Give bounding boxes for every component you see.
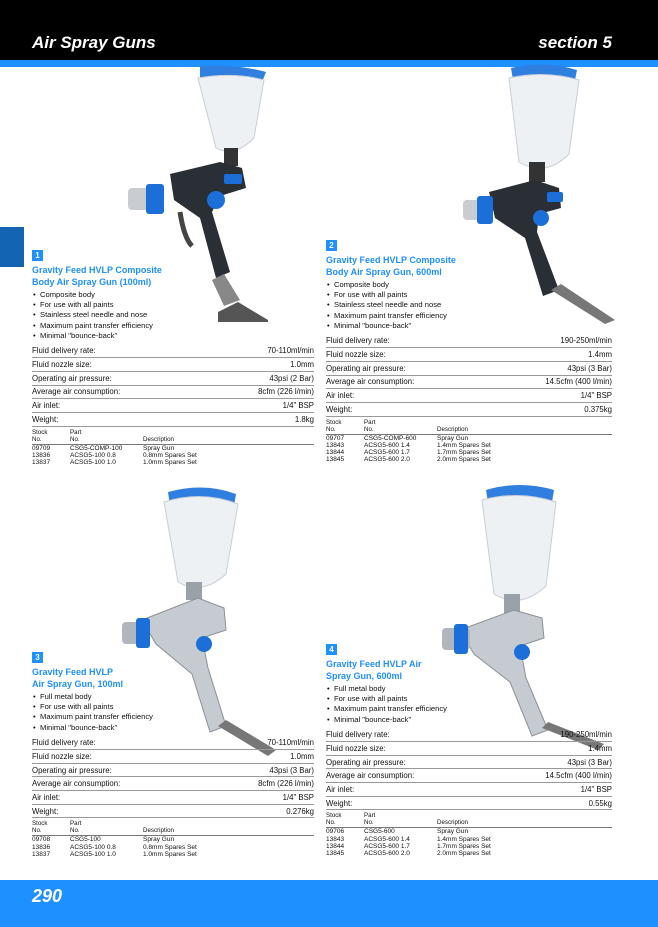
spec-row: Weight: 0.375kg (326, 402, 612, 416)
stock-header-row: Stock No. Part No. Description (32, 820, 314, 836)
page-number: 290 (32, 886, 63, 906)
table-row: 13843 ACSG5-600 1.4 1.4mm Spares Set (326, 835, 491, 843)
product-title: Gravity Feed HVLP Composite Body Air Spray Gun (100ml) (32, 265, 162, 287)
feature-item: • Minimal "bounce-back" (32, 723, 314, 733)
product-block-2 (326, 240, 612, 463)
spec-row: Air inlet: 1/4" BSP (326, 389, 612, 403)
product-title: Gravity Feed HVLP Air Spray Gun, 100ml (32, 667, 124, 689)
page-title: Air Spray Guns (32, 33, 156, 52)
spec-row: Operating air pressure: 43psi (2 Bar) (32, 371, 314, 385)
table-row: 13836 ACSG5-100 0.8 0.8mm Spares Set (32, 843, 197, 851)
product-block-1 (32, 250, 314, 466)
spec-row: Air inlet: 1/4" BSP (32, 399, 314, 413)
feature-item: • Maximum paint transfer efficiency (326, 311, 612, 321)
feature-list (32, 692, 314, 733)
spec-row: Average air consumption: 8cfm (226 l/min) (32, 385, 314, 399)
spec-row: Weight: 1.8kg (32, 412, 314, 426)
feature-item: • Minimal "bounce-back" (32, 331, 314, 341)
spec-row: Fluid nozzle size: 1.0mm (32, 750, 314, 764)
feature-list (326, 280, 612, 331)
stock-table (326, 812, 612, 857)
feature-item: • For use with all paints (326, 290, 612, 300)
spec-row: Average air consumption: 8cfm (226 l/min) (32, 777, 314, 791)
spec-table (326, 334, 612, 417)
feature-item: • Minimal "bounce-back" (326, 321, 612, 331)
spec-row: Fluid delivery rate: 70-110ml/min (32, 344, 314, 358)
feature-item: • Full metal body (326, 684, 612, 694)
spec-table (32, 344, 314, 427)
feature-item: • Maximum paint transfer efficiency (32, 321, 314, 331)
feature-item: • Maximum paint transfer efficiency (326, 704, 612, 714)
table-row: 13845 ACSG5-600 2.0 2.0mm Spares Set (326, 456, 491, 464)
spec-row: Operating air pressure: 43psi (3 Bar) (32, 763, 314, 777)
table-row: 13843 ACSG5-600 1.4 1.4mm Spares Set (326, 441, 491, 449)
spec-row: Average air consumption: 14.5cfm (400 l/min) (326, 375, 612, 389)
table-row: 13844 ACSG5-600 1.7 1.7mm Spares Set (326, 449, 491, 457)
table-row: 09709 CSG5-COMP-100 Spray Gun (32, 444, 175, 452)
feature-item: • Stainless steel needle and nose (326, 300, 612, 310)
feature-item: • Maximum paint transfer efficiency (32, 712, 314, 722)
feature-item: • For use with all paints (326, 694, 612, 704)
table-row: 09706 CSG5-600 Spray Gun (326, 828, 469, 836)
spec-row: Average air consumption: 14.5cfm (400 l/min) (326, 769, 612, 783)
product-title: Gravity Feed HVLP Composite Body Air Spray Gun, 600ml (326, 255, 456, 277)
spec-row: Fluid nozzle size: 1.4mm (326, 348, 612, 362)
table-row: 09707 CSG5-COMP-600 Spray Gun (326, 434, 469, 442)
feature-item: • Composite body (32, 290, 314, 300)
feature-item: • Minimal "bounce-back" (326, 715, 612, 725)
spec-table (32, 736, 314, 819)
page-footer (0, 880, 658, 927)
spec-row: Fluid nozzle size: 1.0mm (32, 358, 314, 372)
feature-item: • Full metal body (32, 692, 314, 702)
feature-list (32, 290, 314, 341)
feature-item: • Composite body (326, 280, 612, 290)
table-row: 13844 ACSG5-600 1.7 1.7mm Spares Set (326, 842, 491, 850)
table-row: 13837 ACSG5-100 1.0 1.0mm Spares Set (32, 850, 197, 858)
table-row: 13845 ACSG5-600 2.0 2.0mm Spares Set (326, 850, 491, 858)
stock-header-row: Stock No. Part No. Description (326, 812, 612, 828)
spec-table (326, 728, 612, 811)
table-row: 13836 ACSG5-100 0.8 0.8mm Spares Set (32, 451, 197, 459)
stock-header-row: Stock No. Part No. Description (32, 429, 314, 445)
section-label: section 5 (538, 33, 612, 52)
product-title: Gravity Feed HVLP Air Spray Gun, 600ml (326, 659, 422, 681)
feature-list (326, 684, 612, 725)
product-block-4 (326, 644, 612, 857)
spec-row: Air inlet: 1/4" BSP (326, 783, 612, 797)
feature-item: • For use with all paints (32, 702, 314, 712)
product-number: 4 (326, 644, 337, 655)
product-number: 1 (32, 250, 43, 261)
stock-header-row: Stock No. Part No. Description (326, 419, 612, 435)
stock-table (32, 429, 314, 467)
section-side-tab (0, 227, 24, 267)
spec-row: Operating air pressure: 43psi (3 Bar) (326, 361, 612, 375)
feature-item: • Stainless steel needle and nose (32, 310, 314, 320)
product-block-3 (32, 652, 314, 858)
product-number: 3 (32, 652, 43, 663)
spec-row: Fluid delivery rate: 190-250ml/min (326, 334, 612, 348)
product-number: 2 (326, 240, 337, 251)
table-row: 13837 ACSG5-100 1.0 1.0mm Spares Set (32, 459, 197, 467)
table-row: 09708 CSG5-100 Spray Gun (32, 836, 175, 844)
spec-row: Fluid delivery rate: 190-250ml/min (326, 728, 612, 742)
spec-row: Air inlet: 1/4" BSP (32, 791, 314, 805)
stock-table (326, 419, 612, 464)
spec-row: Weight: 0.55kg (326, 796, 612, 810)
spec-row: Fluid delivery rate: 70-110ml/min (32, 736, 314, 750)
spec-row: Weight: 0.276kg (32, 804, 314, 818)
spec-row: Operating air pressure: 43psi (3 Bar) (326, 755, 612, 769)
spec-row: Fluid nozzle size: 1.4mm (326, 742, 612, 756)
feature-item: • For use with all paints (32, 300, 314, 310)
stock-table (32, 820, 314, 858)
